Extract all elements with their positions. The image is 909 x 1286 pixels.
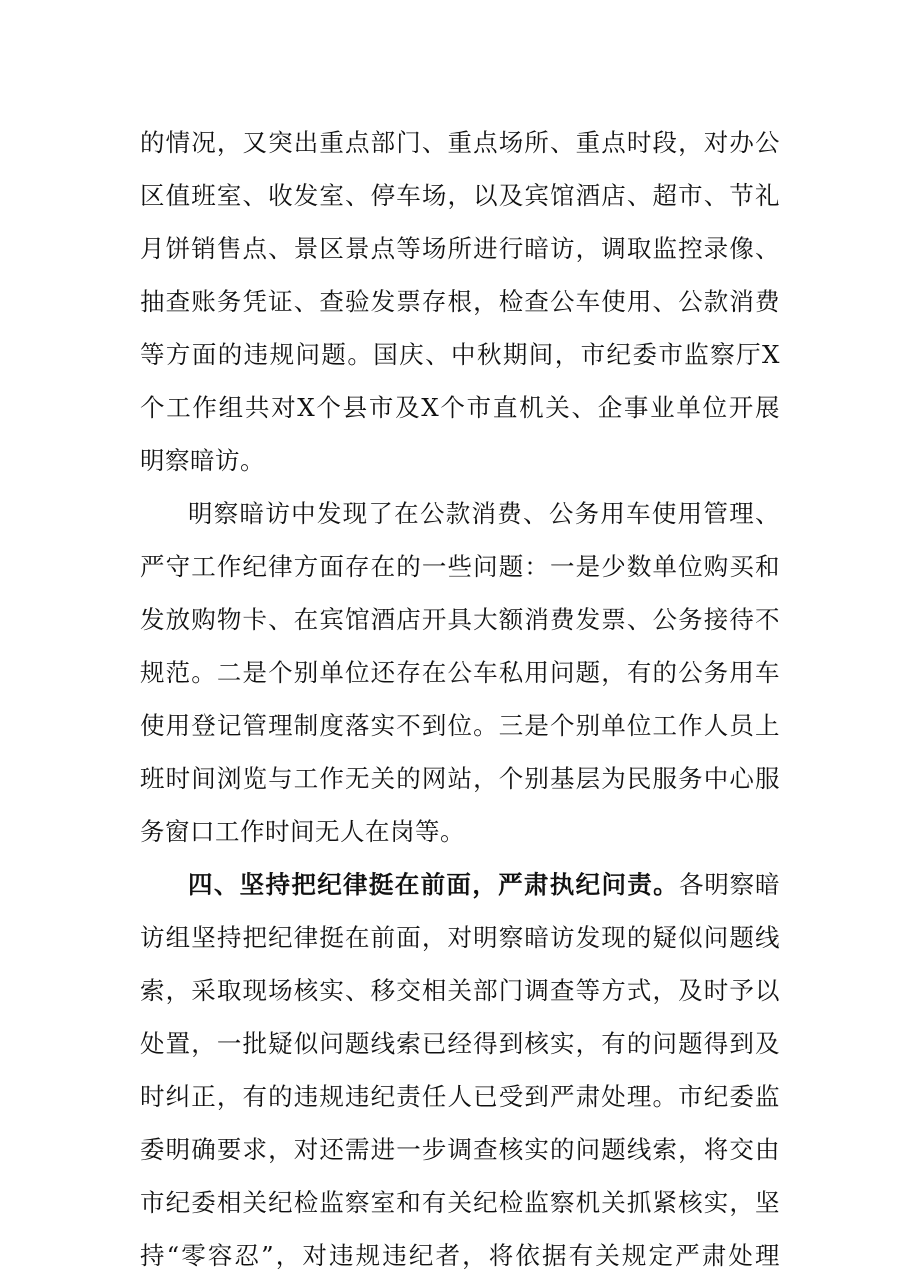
paragraph-2-line-6: 班时间浏览与工作无关的网站，个别基层为民服务中心服 bbox=[140, 764, 780, 793]
paragraph-3-line-3: 索，采取现场核实、移交相关部门调查等方式，及时予以 bbox=[140, 976, 780, 1005]
paragraph-2-line-7: 务窗口工作时间无人在岗等。 bbox=[140, 817, 465, 846]
section-heading: 四、坚持把纪律挺在前面，严肃执纪问责。 bbox=[188, 870, 679, 899]
paragraph-2-line-3: 发放购物卡、在宾馆酒店开具大额消费发票、公务接待不 bbox=[140, 605, 780, 634]
paragraph-1-line-3: 月饼销售点、景区景点等场所进行暗访，调取监控录像、 bbox=[140, 234, 780, 263]
paragraph-1-line-2: 区值班室、收发室、停车场，以及宾馆酒店、超市、节礼 bbox=[140, 181, 780, 210]
paragraph-1-line-1: 的情况，又突出重点部门、重点场所、重点时段，对办公 bbox=[140, 128, 780, 157]
paragraph-1-line-5: 等方面的违规问题。国庆、中秋期间，市纪委市监察厅X bbox=[140, 340, 780, 369]
paragraph-3-line-6: 委明确要求，对还需进一步调查核实的问题线索，将交由 bbox=[140, 1135, 780, 1164]
paragraph-3-line-1 bbox=[188, 865, 780, 905]
paragraph-2-line-5: 使用登记管理制度落实不到位。三是个别单位工作人员上 bbox=[140, 711, 780, 740]
paragraph-3-line-2: 访组坚持把纪律挺在前面，对明察暗访发现的疑似问题线 bbox=[140, 923, 780, 952]
paragraph-1-line-6: 个工作组共对X个县市及X个市直机关、企事业单位开展 bbox=[140, 393, 780, 422]
paragraph-3-line-7: 市纪委相关纪检监察室和有关纪检监察机关抓紧核实，坚 bbox=[140, 1188, 780, 1217]
paragraph-3-line-1-rest: 各明察暗 bbox=[678, 870, 781, 899]
paragraph-1-line-4: 抽查账务凭证、查验发票存根，检查公车使用、公款消费 bbox=[140, 287, 780, 316]
paragraph-1-line-7: 明察暗访。 bbox=[140, 446, 265, 475]
paragraph-2-line-4: 规范。二是个别单位还存在公车私用问题，有的公务用车 bbox=[140, 658, 780, 687]
paragraph-3-line-5: 时纠正，有的违规违纪责任人已受到严肃处理。市纪委监 bbox=[140, 1082, 780, 1111]
paragraph-2-line-1: 明察暗访中发现了在公款消费、公务用车使用管理、 bbox=[188, 499, 780, 528]
paragraph-2-line-2: 严守工作纪律方面存在的一些问题：一是少数单位购买和 bbox=[140, 552, 780, 581]
paragraph-3-line-4: 处置，一批疑似问题线索已经得到核实，有的问题得到及 bbox=[140, 1029, 780, 1058]
paragraph-3-line-8: 持“零容忍”，对违规违纪者，将依据有关规定严肃处理 bbox=[140, 1241, 780, 1270]
